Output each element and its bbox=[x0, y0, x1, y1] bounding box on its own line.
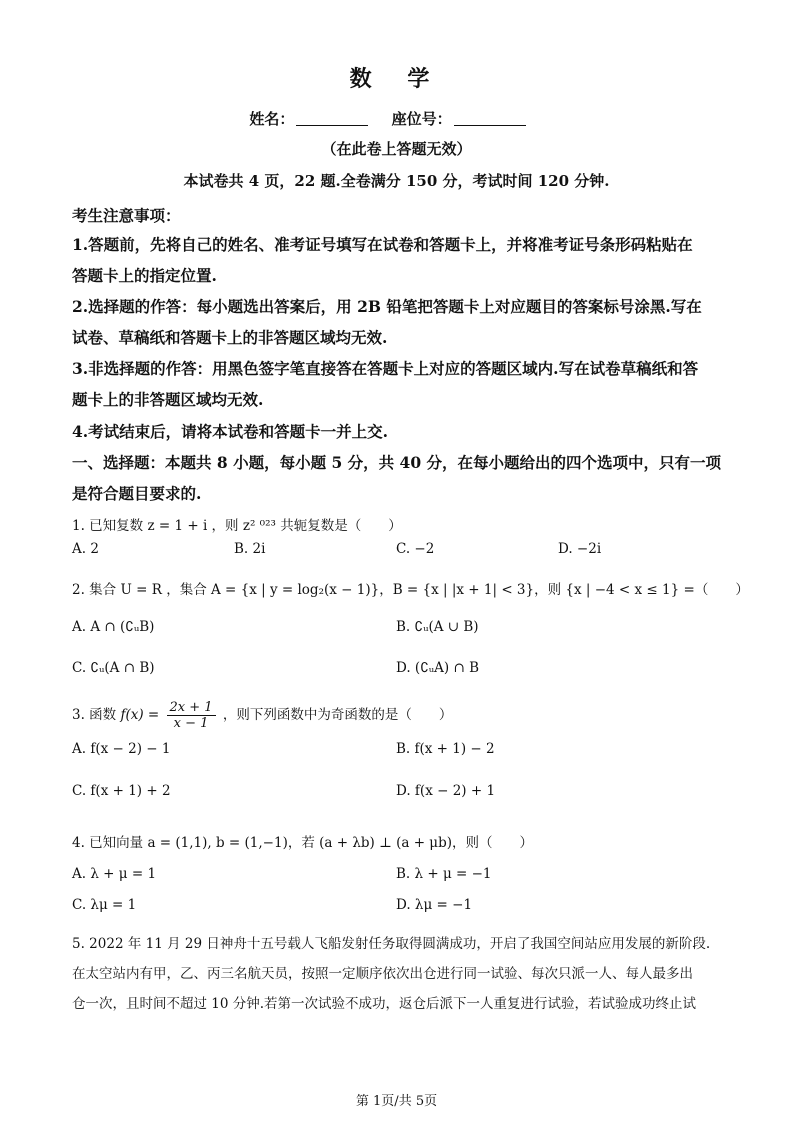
q2-option-b: B. ∁ᵤ(A ∪ B) bbox=[396, 619, 479, 635]
q1-option-a: A. 2 bbox=[72, 541, 99, 557]
q3-option-d: D. f(x − 2) + 1 bbox=[396, 783, 496, 799]
q3-option-c: C. f(x + 1) + 2 bbox=[72, 783, 171, 799]
q3-suffix: ，则下列函数中为奇函数的是（ ） bbox=[222, 707, 453, 723]
q4-option-b: B. λ + μ = −1 bbox=[396, 866, 492, 882]
seat-blank bbox=[454, 111, 526, 126]
q3-option-b: B. f(x + 1) − 2 bbox=[396, 741, 495, 757]
q4-option-a: A. λ + μ = 1 bbox=[72, 866, 157, 882]
instructions-heading: 考生注意事项： bbox=[72, 206, 181, 225]
instruction-line: 试卷、草稿纸和答题卡上的非答题区域均无效. bbox=[72, 328, 388, 347]
instruction-line: 2.选择题的作答：每小题选出答案后，用 2B 铅笔把答题卡上对应题目的答案标号涂黑.写在 bbox=[72, 297, 702, 316]
invalid-note: （在此卷上答题无效） bbox=[321, 140, 472, 158]
instruction-line: 题卡上的非答题区域均无效. bbox=[72, 390, 264, 409]
question-4-stem: 4. 已知向量 a = (1,1), b = (1,−1)，若 (a + λb) ⊥ (a + μb)，则（ ） bbox=[72, 835, 533, 851]
question-3-stem bbox=[72, 700, 452, 731]
q3-fraction bbox=[167, 700, 216, 731]
page-footer: 第 1页/共 5页 bbox=[355, 1094, 438, 1109]
section-heading-cont: 是符合题目要求的. bbox=[72, 484, 202, 503]
question-2-stem: 2. 集合 U = R ，集合 A = {x | y = log₂(x − 1)}，B = {x | |x + 1| < 3}，则 {x | −4 < x ≤ 1} =（ ） bbox=[72, 582, 749, 598]
q3-denominator: x − 1 bbox=[173, 716, 209, 731]
instruction-line: 答题卡上的指定位置. bbox=[72, 266, 217, 285]
q4-option-c: C. λμ = 1 bbox=[72, 897, 137, 913]
q1-option-b: B. 2i bbox=[234, 541, 266, 557]
question-5-line: 在太空站内有甲，乙、丙三名航天员，按照一定顺序依次出仓进行同一试验、每次只派一人、每人最多出 bbox=[72, 966, 693, 982]
page-title: 数 学 bbox=[349, 66, 444, 92]
instruction-line: 4.考试结束后，请将本试卷和答题卡一并上交. bbox=[72, 422, 389, 441]
q3-prefix: 3. 函数 bbox=[72, 707, 117, 723]
exam-meta: 本试卷共 4 页，22 题.全卷满分 150 分，考试时间 120 分钟. bbox=[183, 172, 610, 190]
q3-function: f(x) = bbox=[120, 707, 160, 723]
question-5-line: 5. 2022 年 11 月 29 日神舟十五号载人飞船发射任务取得圆满成功，开启了我国空间站应用发展的新阶段. bbox=[72, 936, 711, 952]
q2-option-c: C. ∁ᵤ(A ∩ B) bbox=[72, 660, 155, 676]
section-heading: 一、选择题：本题共 8 小题，每小题 5 分，共 40 分，在每小题给出的四个选项中，只有一项 bbox=[72, 453, 722, 472]
seat-label: 座位号： bbox=[391, 110, 452, 128]
q2-option-d: D. (∁ᵤA) ∩ B bbox=[396, 660, 479, 676]
question-1-stem: 1. 已知复数 z = 1 + i ，则 z² ⁰²³ 共轭复数是（ ） bbox=[72, 518, 402, 534]
instruction-line: 3.非选择题的作答：用黑色签字笔直接答在答题卡上对应的答题区域内.写在试卷草稿纸和答 bbox=[72, 359, 699, 378]
q4-option-d: D. λμ = −1 bbox=[396, 897, 473, 913]
student-info bbox=[0, 108, 793, 129]
q1-option-c: C. −2 bbox=[396, 541, 435, 557]
name-label: 姓名： bbox=[249, 110, 295, 128]
q3-option-a: A. f(x − 2) − 1 bbox=[72, 741, 171, 757]
instruction-line: 1.答题前，先将自己的姓名、准考证号填写在试卷和答题卡上，并将准考证号条形码粘贴在 bbox=[72, 235, 693, 254]
name-blank bbox=[296, 111, 368, 126]
q2-option-a: A. A ∩ (∁ᵤB) bbox=[72, 619, 155, 635]
question-5-line: 仓一次，且时间不超过 10 分钟.若第一次试验不成功，返仓后派下一人重复进行试验，若试验成功终止试 bbox=[72, 996, 697, 1012]
q1-option-d: D. −2i bbox=[558, 541, 602, 557]
q3-numerator: 2x + 1 bbox=[167, 700, 216, 716]
